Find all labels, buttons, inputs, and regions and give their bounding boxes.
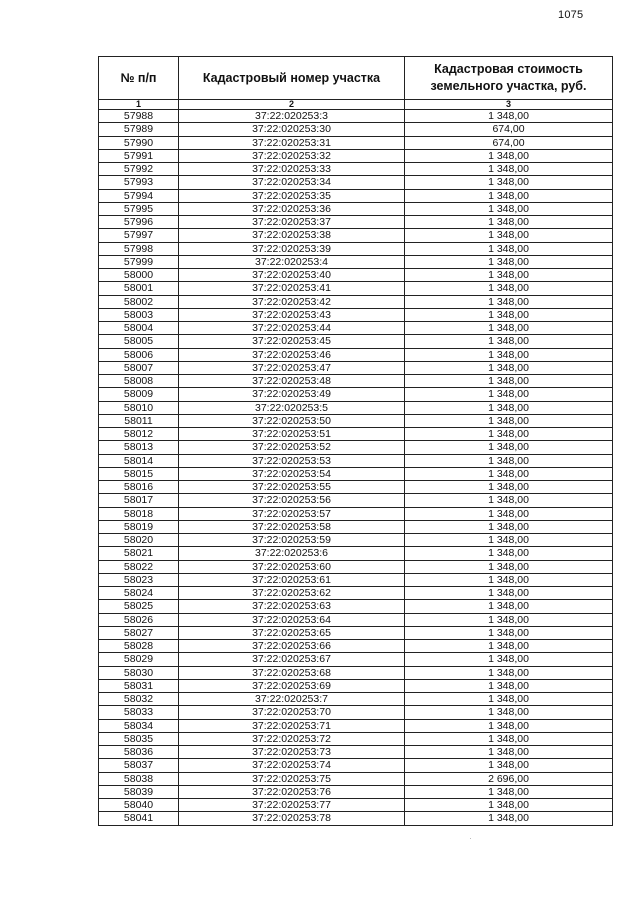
cadastral-value-cell: 1 348,00: [405, 242, 613, 255]
cadastral-number-cell: 37:22:020253:39: [179, 242, 405, 255]
row-number-cell: 58021: [99, 547, 179, 560]
table-row: [99, 163, 613, 176]
row-number-cell: 58009: [99, 388, 179, 401]
cadastral-number-cell: 37:22:020253:54: [179, 467, 405, 480]
row-number-cell: 57999: [99, 255, 179, 268]
table-row: [99, 414, 613, 427]
cadastral-value-cell: 1 348,00: [405, 216, 613, 229]
cadastral-value-cell: 1 348,00: [405, 494, 613, 507]
cadastral-value-cell: 1 348,00: [405, 679, 613, 692]
cadastral-value-cell: 1 348,00: [405, 732, 613, 745]
table-row: [99, 481, 613, 494]
cadastral-number-cell: 37:22:020253:62: [179, 587, 405, 600]
row-number-cell: 58034: [99, 719, 179, 732]
cadastral-value-cell: 1 348,00: [405, 149, 613, 162]
cadastral-value-cell: 1 348,00: [405, 255, 613, 268]
table-row: [99, 693, 613, 706]
cadastral-number-cell: 37:22:020253:56: [179, 494, 405, 507]
row-number-cell: 57989: [99, 123, 179, 136]
cadastral-value-cell: 1 348,00: [405, 613, 613, 626]
cadastral-value-cell: 1 348,00: [405, 441, 613, 454]
row-number-cell: 58018: [99, 507, 179, 520]
row-number-cell: 58027: [99, 626, 179, 639]
cadastral-number-cell: 37:22:020253:46: [179, 348, 405, 361]
table-row: [99, 454, 613, 467]
row-number-cell: 58002: [99, 295, 179, 308]
row-number-cell: 58039: [99, 785, 179, 798]
row-number-cell: 58005: [99, 335, 179, 348]
cadastral-number-cell: 37:22:020253:68: [179, 666, 405, 679]
table-row: [99, 613, 613, 626]
row-number-cell: 58016: [99, 481, 179, 494]
table-row: [99, 242, 613, 255]
cadastral-value-cell: 1 348,00: [405, 746, 613, 759]
table-row: [99, 467, 613, 480]
cadastral-number-cell: 37:22:020253:69: [179, 679, 405, 692]
table-row: [99, 507, 613, 520]
row-number-cell: 58037: [99, 759, 179, 772]
cadastral-number-cell: 37:22:020253:65: [179, 626, 405, 639]
cadastral-number-cell: 37:22:020253:38: [179, 229, 405, 242]
table-row: [99, 110, 613, 123]
cadastral-number-cell: 37:22:020253:45: [179, 335, 405, 348]
row-number-cell: 58015: [99, 467, 179, 480]
row-number-cell: 58001: [99, 282, 179, 295]
table-row: [99, 202, 613, 215]
cadastral-number-cell: 37:22:020253:53: [179, 454, 405, 467]
table-row: [99, 653, 613, 666]
cadastral-number-cell: 37:22:020253:6: [179, 547, 405, 560]
row-number-cell: 58022: [99, 560, 179, 573]
row-number-cell: 58024: [99, 587, 179, 600]
row-number-cell: 57998: [99, 242, 179, 255]
table-row: [99, 361, 613, 374]
table-row: [99, 255, 613, 268]
cadastral-value-cell: 1 348,00: [405, 719, 613, 732]
cadastral-value-cell: 674,00: [405, 136, 613, 149]
table-row: [99, 216, 613, 229]
table-row: [99, 759, 613, 772]
row-number-cell: 57991: [99, 149, 179, 162]
cadastral-value-cell: 1 348,00: [405, 163, 613, 176]
row-number-cell: 58023: [99, 573, 179, 586]
row-number-cell: 57988: [99, 110, 179, 123]
table-row: [99, 136, 613, 149]
cadastral-value-cell: 1 348,00: [405, 189, 613, 202]
row-number-cell: 58028: [99, 640, 179, 653]
cadastral-number-cell: 37:22:020253:42: [179, 295, 405, 308]
row-number-cell: 58006: [99, 348, 179, 361]
row-number-cell: 58004: [99, 322, 179, 335]
row-number-cell: 58029: [99, 653, 179, 666]
table-row: [99, 666, 613, 679]
cadastral-value-cell: 1 348,00: [405, 401, 613, 414]
table-row: [99, 308, 613, 321]
cadastral-number-cell: 37:22:020253:5: [179, 401, 405, 414]
cadastral-value-cell: 1 348,00: [405, 560, 613, 573]
row-number-cell: 58035: [99, 732, 179, 745]
column-number-1: 1: [99, 100, 179, 110]
cadastral-number-cell: 37:22:020253:70: [179, 706, 405, 719]
row-number-cell: 57996: [99, 216, 179, 229]
row-number-cell: 58000: [99, 269, 179, 282]
table-body: [99, 110, 613, 826]
cadastral-value-cell: 1 348,00: [405, 361, 613, 374]
row-number-cell: 57993: [99, 176, 179, 189]
cadastral-number-cell: 37:22:020253:63: [179, 600, 405, 613]
table-row: [99, 626, 613, 639]
cadastral-value-cell: 1 348,00: [405, 202, 613, 215]
table-row: [99, 229, 613, 242]
scan-speck: [470, 838, 471, 839]
cadastral-number-cell: 37:22:020253:48: [179, 375, 405, 388]
cadastral-value-cell: 1 348,00: [405, 348, 613, 361]
cadastral-value-cell: 1 348,00: [405, 481, 613, 494]
cadastral-number-cell: 37:22:020253:50: [179, 414, 405, 427]
cadastral-value-cell: 1 348,00: [405, 799, 613, 812]
cadastral-value-cell: 1 348,00: [405, 110, 613, 123]
cadastral-number-cell: 37:22:020253:34: [179, 176, 405, 189]
page-number: 1075: [558, 9, 584, 21]
row-number-cell: 58033: [99, 706, 179, 719]
cadastral-value-cell: 674,00: [405, 123, 613, 136]
row-number-cell: 57992: [99, 163, 179, 176]
row-number-cell: 58032: [99, 693, 179, 706]
cadastral-number-cell: 37:22:020253:76: [179, 785, 405, 798]
cadastral-number-cell: 37:22:020253:66: [179, 640, 405, 653]
row-number-cell: 58036: [99, 746, 179, 759]
cadastral-value-cell: 1 348,00: [405, 375, 613, 388]
table-row: [99, 295, 613, 308]
cadastral-value-cell: 1 348,00: [405, 587, 613, 600]
cadastral-number-cell: 37:22:020253:74: [179, 759, 405, 772]
cadastral-value-cell: 1 348,00: [405, 706, 613, 719]
row-number-cell: 58013: [99, 441, 179, 454]
cadastral-number-cell: 37:22:020253:72: [179, 732, 405, 745]
cadastral-number-cell: 37:22:020253:35: [179, 189, 405, 202]
table-row: [99, 189, 613, 202]
cadastral-number-cell: 37:22:020253:36: [179, 202, 405, 215]
table-row: [99, 494, 613, 507]
row-number-cell: 58038: [99, 772, 179, 785]
cadastral-value-cell: 1 348,00: [405, 520, 613, 533]
table-row: [99, 335, 613, 348]
row-number-cell: 58031: [99, 679, 179, 692]
cadastral-value-cell: 1 348,00: [405, 295, 613, 308]
table-row: [99, 176, 613, 189]
cadastral-number-cell: 37:22:020253:59: [179, 534, 405, 547]
row-number-cell: 58026: [99, 613, 179, 626]
cadastral-value-cell: 1 348,00: [405, 269, 613, 282]
cadastral-value-cell: 1 348,00: [405, 693, 613, 706]
table-row: [99, 547, 613, 560]
table-row: [99, 149, 613, 162]
row-number-cell: 58003: [99, 308, 179, 321]
row-number-cell: 58017: [99, 494, 179, 507]
cadastral-value-cell: 1 348,00: [405, 812, 613, 825]
cadastral-number-cell: 37:22:020253:78: [179, 812, 405, 825]
table-row: [99, 732, 613, 745]
cadastral-number-cell: 37:22:020253:73: [179, 746, 405, 759]
cadastral-number-cell: 37:22:020253:77: [179, 799, 405, 812]
cadastral-number-cell: 37:22:020253:52: [179, 441, 405, 454]
cadastral-number-cell: 37:22:020253:57: [179, 507, 405, 520]
table-row: [99, 520, 613, 533]
column-number-row: [99, 100, 613, 110]
cadastral-number-cell: 37:22:020253:60: [179, 560, 405, 573]
cadastral-number-cell: 37:22:020253:4: [179, 255, 405, 268]
header-cadastral-value: Кадастровая стоимость земельного участка, руб.: [405, 57, 613, 100]
table-row: [99, 282, 613, 295]
table-row: [99, 348, 613, 361]
row-number-cell: 58012: [99, 428, 179, 441]
row-number-cell: 58014: [99, 454, 179, 467]
table-row: [99, 640, 613, 653]
cadastral-number-cell: 37:22:020253:71: [179, 719, 405, 732]
cadastral-number-cell: 37:22:020253:58: [179, 520, 405, 533]
cadastral-value-cell: 1 348,00: [405, 785, 613, 798]
cadastral-value-cell: 1 348,00: [405, 414, 613, 427]
cadastral-value-cell: 1 348,00: [405, 388, 613, 401]
cadastral-value-cell: 1 348,00: [405, 653, 613, 666]
cadastral-number-cell: 37:22:020253:3: [179, 110, 405, 123]
cadastral-number-cell: 37:22:020253:64: [179, 613, 405, 626]
cadastral-number-cell: 37:22:020253:37: [179, 216, 405, 229]
row-number-cell: 58025: [99, 600, 179, 613]
row-number-cell: 58008: [99, 375, 179, 388]
cadastral-value-cell: 1 348,00: [405, 600, 613, 613]
header-row: [99, 57, 613, 100]
table-row: [99, 812, 613, 825]
cadastral-value-cell: 1 348,00: [405, 626, 613, 639]
table-row: [99, 772, 613, 785]
row-number-cell: 58040: [99, 799, 179, 812]
column-number-2: 2: [179, 100, 405, 110]
row-number-cell: 57990: [99, 136, 179, 149]
cadastral-number-cell: 37:22:020253:61: [179, 573, 405, 586]
header-row-number: № п/п: [99, 57, 179, 100]
table-row: [99, 322, 613, 335]
row-number-cell: 58019: [99, 520, 179, 533]
cadastral-number-cell: 37:22:020253:7: [179, 693, 405, 706]
cadastral-value-cell: 1 348,00: [405, 759, 613, 772]
table-row: [99, 799, 613, 812]
table-row: [99, 375, 613, 388]
cadastral-number-cell: 37:22:020253:55: [179, 481, 405, 494]
row-number-cell: 57997: [99, 229, 179, 242]
cadastral-number-cell: 37:22:020253:30: [179, 123, 405, 136]
table-row: [99, 269, 613, 282]
cadastral-number-cell: 37:22:020253:51: [179, 428, 405, 441]
cadastral-number-cell: 37:22:020253:41: [179, 282, 405, 295]
table-row: [99, 573, 613, 586]
table-row: [99, 719, 613, 732]
row-number-cell: 57995: [99, 202, 179, 215]
cadastral-value-table: [98, 56, 613, 826]
table-row: [99, 534, 613, 547]
cadastral-value-cell: 1 348,00: [405, 640, 613, 653]
cadastral-number-cell: 37:22:020253:33: [179, 163, 405, 176]
table-row: [99, 388, 613, 401]
row-number-cell: 58020: [99, 534, 179, 547]
row-number-cell: 58011: [99, 414, 179, 427]
cadastral-value-cell: 1 348,00: [405, 176, 613, 189]
cadastral-number-cell: 37:22:020253:49: [179, 388, 405, 401]
cadastral-number-cell: 37:22:020253:75: [179, 772, 405, 785]
cadastral-value-cell: 1 348,00: [405, 454, 613, 467]
cadastral-number-cell: 37:22:020253:47: [179, 361, 405, 374]
cadastral-value-cell: 1 348,00: [405, 428, 613, 441]
row-number-cell: 58010: [99, 401, 179, 414]
table-row: [99, 785, 613, 798]
cadastral-value-cell: 2 696,00: [405, 772, 613, 785]
table-row: [99, 600, 613, 613]
cadastral-value-cell: 1 348,00: [405, 547, 613, 560]
header-cadastral-number: Кадастровый номер участка: [179, 57, 405, 100]
table-row: [99, 401, 613, 414]
table-row: [99, 587, 613, 600]
cadastral-number-cell: 37:22:020253:44: [179, 322, 405, 335]
cadastral-number-cell: 37:22:020253:31: [179, 136, 405, 149]
table-row: [99, 123, 613, 136]
cadastral-value-cell: 1 348,00: [405, 308, 613, 321]
cadastral-value-cell: 1 348,00: [405, 282, 613, 295]
cadastral-number-cell: 37:22:020253:40: [179, 269, 405, 282]
cadastral-value-cell: 1 348,00: [405, 335, 613, 348]
row-number-cell: 58007: [99, 361, 179, 374]
column-number-3: 3: [405, 100, 613, 110]
cadastral-value-cell: 1 348,00: [405, 666, 613, 679]
table-header: [99, 57, 613, 110]
row-number-cell: 57994: [99, 189, 179, 202]
table-row: [99, 706, 613, 719]
table-row: [99, 428, 613, 441]
cadastral-value-cell: 1 348,00: [405, 507, 613, 520]
cadastral-number-cell: 37:22:020253:67: [179, 653, 405, 666]
cadastral-value-cell: 1 348,00: [405, 322, 613, 335]
table-row: [99, 560, 613, 573]
cadastral-value-cell: 1 348,00: [405, 467, 613, 480]
table-row: [99, 679, 613, 692]
cadastral-value-cell: 1 348,00: [405, 534, 613, 547]
table-row: [99, 441, 613, 454]
table-row: [99, 746, 613, 759]
cadastral-number-cell: 37:22:020253:32: [179, 149, 405, 162]
cadastral-value-cell: 1 348,00: [405, 229, 613, 242]
cadastral-number-cell: 37:22:020253:43: [179, 308, 405, 321]
row-number-cell: 58041: [99, 812, 179, 825]
cadastral-value-cell: 1 348,00: [405, 573, 613, 586]
row-number-cell: 58030: [99, 666, 179, 679]
